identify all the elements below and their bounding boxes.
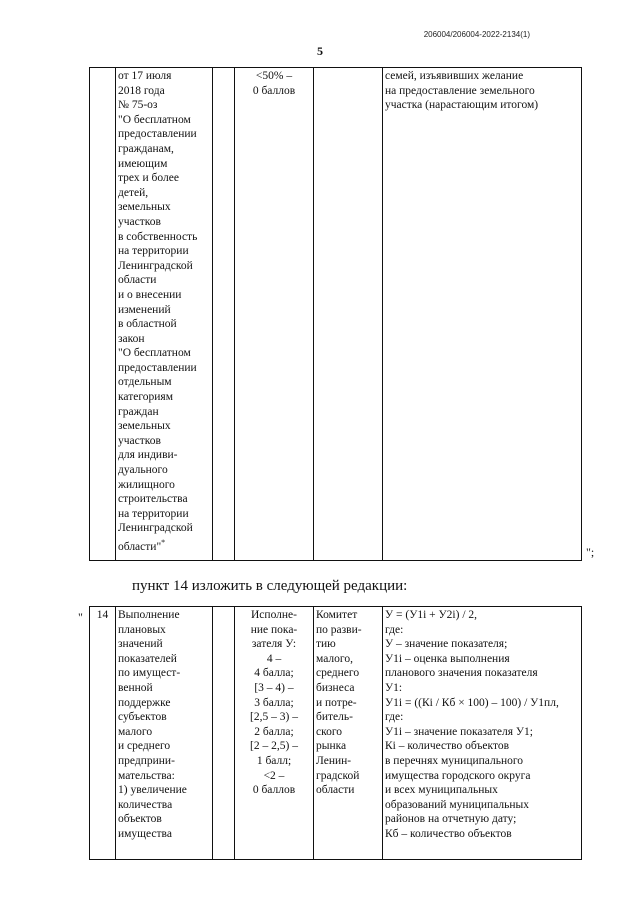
page-number: 5	[317, 44, 323, 58]
criteria-table-item-14	[89, 606, 582, 860]
law-reference-text: от 17 июля 2018 года № 75-оз "О бесплатном предоставлении гражданам, имеющим трех и более детей, земельных участков в собственность на территории Ленинградской области и о внесении изменений в областной закон "О бесплатном предоставлении отдельным категориям граждан земельных участков для индиви- дуального жилищного строительства на территории Ленинградской области"	[118, 70, 198, 553]
closing-quote: ";	[586, 545, 595, 559]
spacer-cell	[213, 607, 235, 860]
responsible-text: Комитет по разви- тию малого, среднего бизнеса и потре- битель- ского рынка Ленин- градской области	[316, 609, 362, 797]
row-number: 14	[96, 609, 109, 621]
score-cell	[235, 607, 314, 860]
opening-quote: "	[78, 610, 83, 624]
responsible-cell	[314, 68, 383, 561]
method-cell	[383, 607, 582, 860]
method-cell	[383, 68, 582, 561]
row-number-cell	[90, 68, 116, 561]
instruction-text: пункт 14 изложить в следующей редакции:	[132, 578, 408, 594]
responsible-cell	[314, 607, 383, 860]
indicator-cell	[116, 607, 213, 860]
criteria-table-continued	[89, 67, 582, 561]
score-text: <50% – 0 баллов	[252, 70, 296, 97]
method-text: семей, изъявивших желание на предоставление земельного участка (нарастающим итогом)	[385, 70, 539, 112]
footnote-mark: *	[161, 538, 166, 547]
score-cell	[235, 68, 314, 561]
document-id: 206004/206004-2022-2134(1)	[423, 30, 530, 39]
score-text: Исполне- ние пока- зателя У: 4 – 4 балла; [3 – 4) – 3 балла; [2,5 – 3) – 2 балла; [2 – 2,5) – 1 балл; <2 – 0 баллов	[250, 609, 298, 797]
law-reference-cell	[116, 68, 213, 561]
method-text: У = (У1i + У2i) / 2, где: У – значение показателя; У1i – оценка выполнения планового значения показателя У1: У1i = ((Кi / Кб × 100) – 100) / У1пл, где: У1i – значение показателя У1; Кi – количество объектов в перечнях муниципального имущества городского округа и всех муниципальных образований муниципальных районов на отчетную дату; Кб – количество объектов	[385, 609, 559, 840]
spacer-cell	[213, 68, 235, 561]
indicator-text: Выполнение плановых значений показателей по имущест- венной поддержке субъектов малого и среднего предприни- мательства: 1) увеличение количества объектов имущества	[118, 609, 187, 840]
row-number-cell	[90, 607, 116, 860]
